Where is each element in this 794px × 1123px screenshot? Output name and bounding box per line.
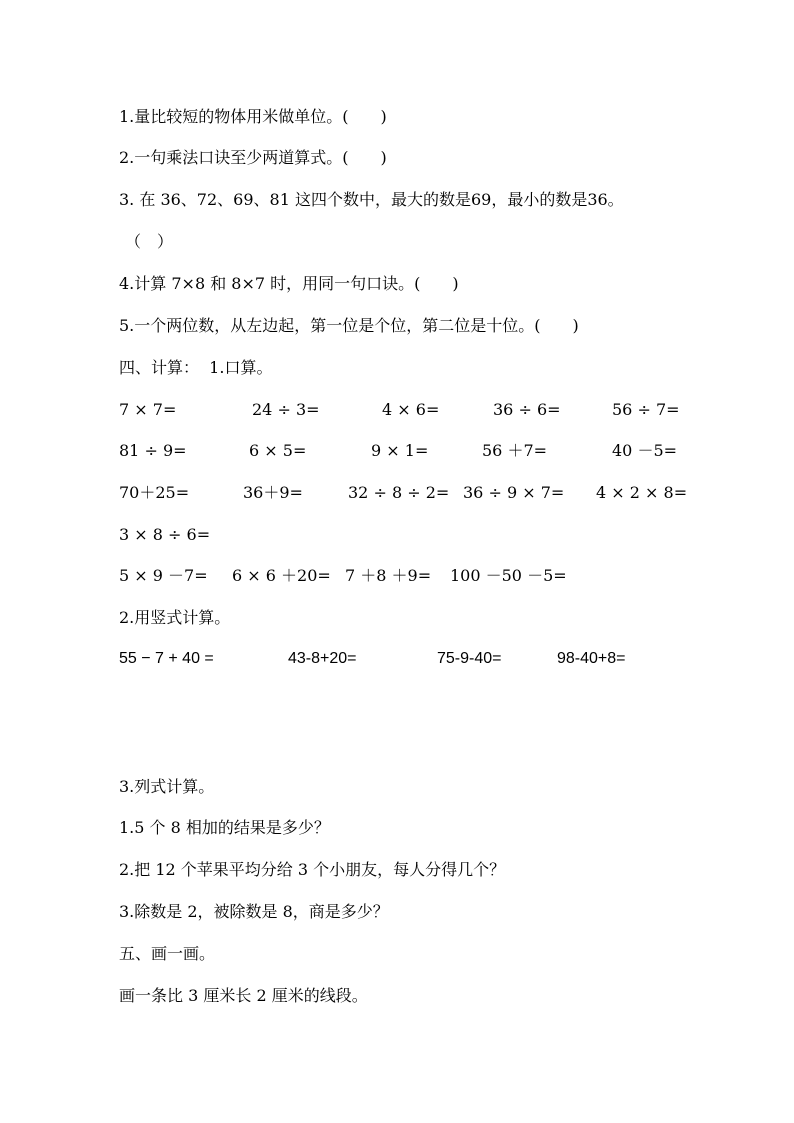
draw-task: 画一条比 3 厘米长 2 厘米的线段。 xyxy=(119,986,368,1005)
oral-item: 9 × 1= xyxy=(371,441,429,460)
judgement-item-3-bracket: （ ） xyxy=(125,232,174,251)
word-problem-2: 2.把 12 个苹果平均分给 3 个小朋友，每人分得几个？ xyxy=(119,860,506,879)
judgement-item-1: 1.量比较短的物体用米做单位。( ) xyxy=(119,107,387,126)
vertical-item: 55 − 7 + 40 = xyxy=(119,650,214,667)
word-problem-1: 1.5 个 8 相加的结果是多少？ xyxy=(119,818,330,837)
vertical-calc-heading: 2.用竖式计算。 xyxy=(119,608,231,627)
judgement-item-5: 5.一个两位数，从左边起，第一位是个位，第二位是十位。( ) xyxy=(119,316,579,335)
section-calc-heading: 四、计算： 1.口算。 xyxy=(119,358,273,377)
oral-item: 7 × 7= xyxy=(119,400,177,419)
section-draw-heading: 五、画一画。 xyxy=(119,944,216,963)
oral-item: 56 ÷ 7= xyxy=(612,400,680,419)
oral-item: 5 × 9 －7= xyxy=(119,566,208,585)
vertical-item: 75-9-40= xyxy=(437,650,502,667)
oral-item: 24 ÷ 3= xyxy=(252,400,320,419)
oral-item: 6 × 6 ＋20= xyxy=(232,566,331,585)
vertical-item: 43-8+20= xyxy=(288,650,357,667)
judgement-item-4: 4.计算 7×8 和 8×7 时，用同一句口诀。( ) xyxy=(119,274,459,293)
word-problem-3: 3.除数是 2，被除数是 8，商是多少？ xyxy=(119,902,389,921)
oral-item: 70＋25= xyxy=(119,483,190,502)
judgement-item-2: 2.一句乘法口诀至少两道算式。( ) xyxy=(119,148,387,167)
judgement-item-3: 3. 在 36、72、69、81 这四个数中，最大的数是69，最小的数是36。 xyxy=(119,190,624,209)
oral-item: 7 ＋8 ＋9= xyxy=(345,566,432,585)
oral-item: 40 －5= xyxy=(612,441,678,460)
vertical-item: 98-40+8= xyxy=(557,650,626,667)
oral-item: 81 ÷ 9= xyxy=(119,441,187,460)
oral-item: 3 × 8 ÷ 6= xyxy=(119,525,211,544)
word-calc-heading: 3.列式计算。 xyxy=(119,777,215,796)
oral-item: 56 ＋7= xyxy=(482,441,548,460)
oral-item: 36＋9= xyxy=(243,483,303,502)
oral-item: 6 × 5= xyxy=(249,441,307,460)
oral-item: 4 × 2 × 8= xyxy=(596,483,688,502)
oral-item: 36 ÷ 9 × 7= xyxy=(463,483,565,502)
oral-item: 100 －50 －5= xyxy=(450,566,567,585)
oral-item: 4 × 6= xyxy=(382,400,440,419)
oral-item: 36 ÷ 6= xyxy=(493,400,561,419)
oral-item: 32 ÷ 8 ÷ 2= xyxy=(348,483,450,502)
